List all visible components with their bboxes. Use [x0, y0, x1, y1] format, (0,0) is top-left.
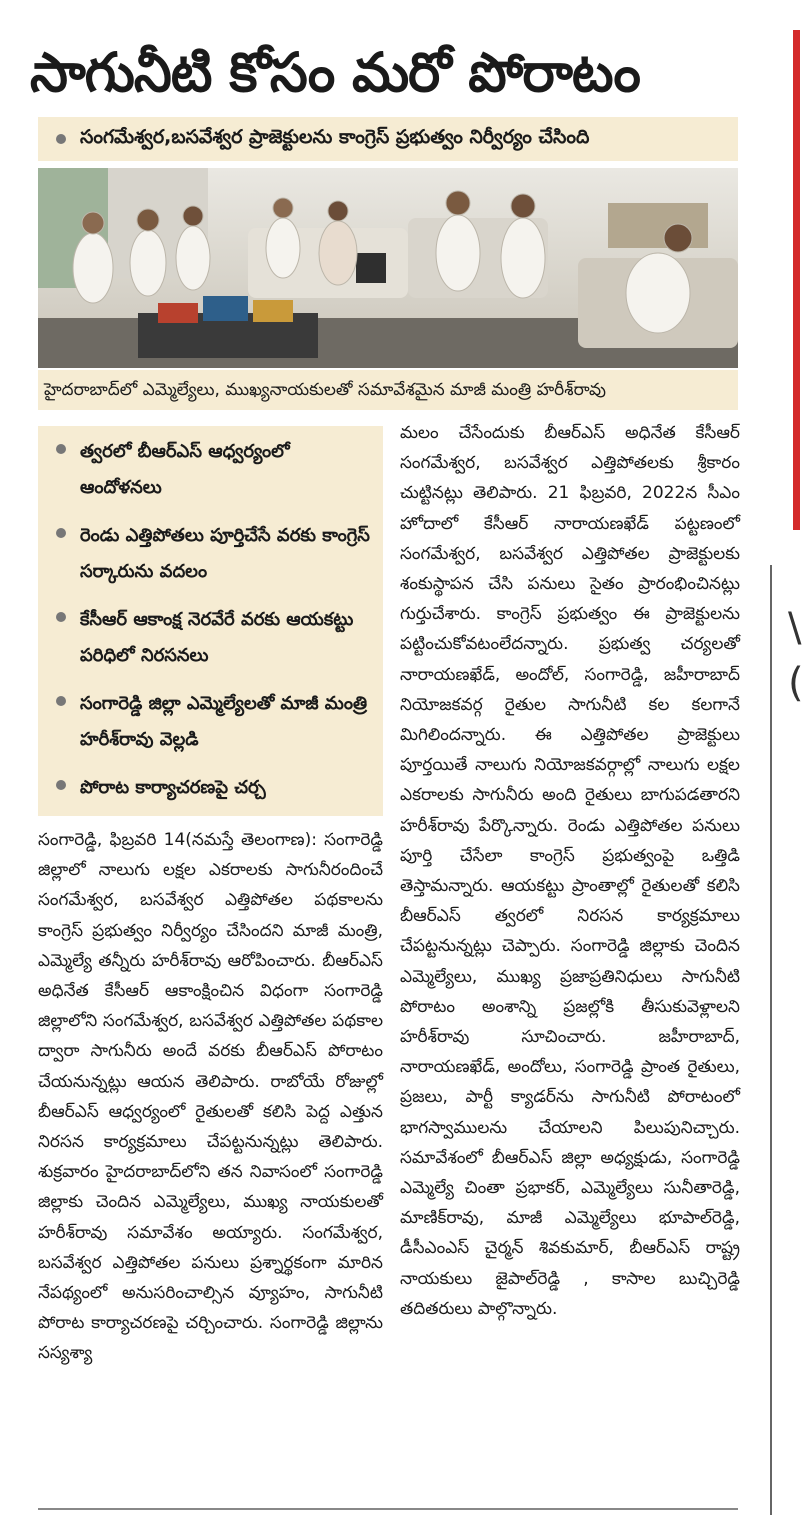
meeting-photo-illustration	[38, 168, 738, 368]
highlight-item: కేసీఆర్ ఆకాంక్ష నెరవేరే వరకు ఆయకట్టు పరిధిలో నిరసనలు	[38, 594, 383, 678]
adjacent-article-fragment-2: (	[788, 660, 804, 706]
subheadline: సంగమేశ్వర,బసవేశ్వర ప్రాజెక్టులను కాంగ్రెస్ ప్రభుత్వం నిర్వీర్యం చేసింది	[80, 125, 590, 148]
bullet-icon	[56, 780, 66, 790]
bullet-icon	[56, 444, 66, 454]
bullet-icon	[56, 134, 66, 144]
news-photo	[38, 168, 738, 368]
adjacent-article-fragment-1: \	[788, 605, 802, 651]
article-body-left-column: సంగారెడ్డి, ఫిబ్రవరి 14(నమస్తే తెలంగాణ): సంగారెడ్డి జిల్లాలో నాలుగు లక్షల ఎకరాలకు సాగునీరందించే సంగమేశ్వర, బసవేశ్వర ఎత్తిపోతల పథకాలను కాంగ్రెస్ ప్రభుత్వం నిర్వీర్యం చేసిందని మాజీ మంత్రి, ఎమ్మెల్యే తన్నీరు హరీశ్‌రావు ఆరోపించారు. బీఆర్‌ఎస్ అధినేత కేసీఆర్ ఆకాంక్షించిన విధంగా సంగారెడ్డి జిల్లాలోని సంగమేశ్వర, బసవేశ్వర ఎత్తిపోతల పథకాల ద్వారా సాగునీరు అందే వరకు బీఆర్‌ఎస్ పోరాటం చేయనున్నట్లు ఆయన తెలిపారు. రాబోయే రోజుల్లో బీఆర్‌ఎస్ ఆధ్వర్యంలో రైతులతో కలిసి పెద్ద ఎత్తున నిరసన కార్యక్రమాలు చేపట్టనున్నట్లు తెలిపారు. శుక్రవారం హైదరాబాద్‌లోని తన నివాసంలో సంగారెడ్డి జిల్లాకు చెందిన ఎమ్మెల్యేలు, ముఖ్య నాయకులతో హరీశ్‌రావు సమావేశం అయ్యారు. సంగమేశ్వర, బసవేశ్వర ఎత్తిపోతల పనులు ప్రశ్నార్థకంగా మారిన నేపథ్యంలో అనుసరించాల్సిన వ్యూహం, సాగునీటి పోరాట కార్యాచరణపై చర్చించారు. సంగారెడ్డి జిల్లాను సస్యశ్యా	[38, 830, 383, 1364]
headline: సాగునీటి కోసం మరో పోరాటం	[30, 41, 640, 104]
highlight-item: త్వరలో బీఆర్‌ఎస్ ఆధ్వర్యంలో ఆందోళనలు	[38, 426, 383, 510]
highlights-box	[38, 426, 383, 816]
bottom-divider	[38, 1508, 738, 1510]
subheadline-bar	[38, 117, 738, 161]
photo-caption: హైదరాబాద్‌లో ఎమ్మెల్యేలు, ముఖ్యనాయకులతో సమావేశమైన మాజీ మంత్రి హరీశ్‌రావు	[38, 370, 738, 410]
article-body-right-column: మలం చేసేందుకు బీఆర్‌ఎస్ అధినేత కేసీఆర్ సంగమేశ్వర, బసవేశ్వర ఎత్తిపోతలకు శ్రీకారం చుట్టినట్లు తెలిపారు. 21 ఫిబ్రవరి, 2022న సీఎం హోదాలో కేసీఆర్ నారాయణఖేడ్ పట్టణంలో సంగమేశ్వర, బసవేశ్వర ఎత్తిపోతల ప్రాజెక్టులకు శంకుస్థాపన చేసి పనులు సైతం ప్రారంభించినట్లు గుర్తుచేశారు. కాంగ్రెస్ ప్రభుత్వం ఈ ప్రాజెక్టులను పట్టించుకోవటంలేదన్నారు. ప్రభుత్వ చర్యలతో నారాయణఖేడ్, అందోల్, సంగారెడ్డి, జహీరాబాద్ నియోజకవర్గ రైతుల సాగునీటి కల కలగానే మిగిలిందన్నారు. ఈ ఎత్తిపోతల ప్రాజెక్టులు పూర్తయితే నాలుగు నియోజకవర్గాల్లో నాలుగు లక్షల ఎకరాలకు సాగునీరు అంది రైతులు బాగుపడతారని హరీశ్‌రావు పేర్కొన్నారు. రెండు ఎత్తిపోతల పనులు పూర్తి చేసేలా కాంగ్రెస్ ప్రభుత్వంపై ఒత్తిడి తెస్తామన్నారు. ఆయకట్టు ప్రాంతాల్లో రైతులతో కలిసి బీఆర్‌ఎస్ త్వరలో నిరసన కార్యక్రమాలు చేపట్టనున్నట్లు చెప్పారు. సంగారెడ్డి జిల్లాకు చెందిన ఎమ్మెల్యేలు, ముఖ్య ప్రజాప్రతినిధులు సాగునీటి పోరాటం అంశాన్ని ప్రజల్లోకి తీసుకువెళ్లాలని హరీశ్‌రావు సూచించారు. జహీరాబాద్, నారాయణఖేడ్, అందోలు, సంగారెడ్డి ప్రాంత రైతులు, ప్రజలు, పార్టీ క్యాడర్‌ను సాగునీటి పోరాటంలో భాగస్వాములను చేయాలని పిలుపునిచ్చారు. సమావేశంలో బీఆర్‌ఎస్ జిల్లా అధ్యక్షుడు, సంగారెడ్డి ఎమ్మెల్యే చింతా ప్రభాకర్, ఎమ్మెల్యేలు సునీతారెడ్డి, మాణిక్‌రావు, మాజీ ఎమ్మెల్యేలు భూపాల్‌రెడ్డి, డీసీఎంఎస్ చైర్మన్ శివకుమార్, బీఆర్‌ఎస్ రాష్ట్ర నాయకులు జైపాల్‌రెడ్డి , కాసాల బుచ్చిరెడ్డి తదితరులు పాల్గొన్నారు.	[400, 423, 740, 1319]
bullet-icon	[56, 696, 66, 706]
highlight-item: పోరాట కార్యాచరణపై చర్చ	[38, 762, 383, 810]
highlight-item: రెండు ఎత్తిపోతలు పూర్తిచేసే వరకు కాంగ్రెస్ సర్కారును వదలం	[38, 510, 383, 594]
adjacent-article-red-strip	[793, 30, 800, 530]
highlight-item: సంగారెడ్డి జిల్లా ఎమ్మెల్యేలతో మాజీ మంత్రి హరీశ్‌రావు వెల్లడి	[38, 678, 383, 762]
adjacent-column-rule	[770, 565, 772, 1515]
bullet-icon	[56, 528, 66, 538]
bullet-icon	[56, 612, 66, 622]
